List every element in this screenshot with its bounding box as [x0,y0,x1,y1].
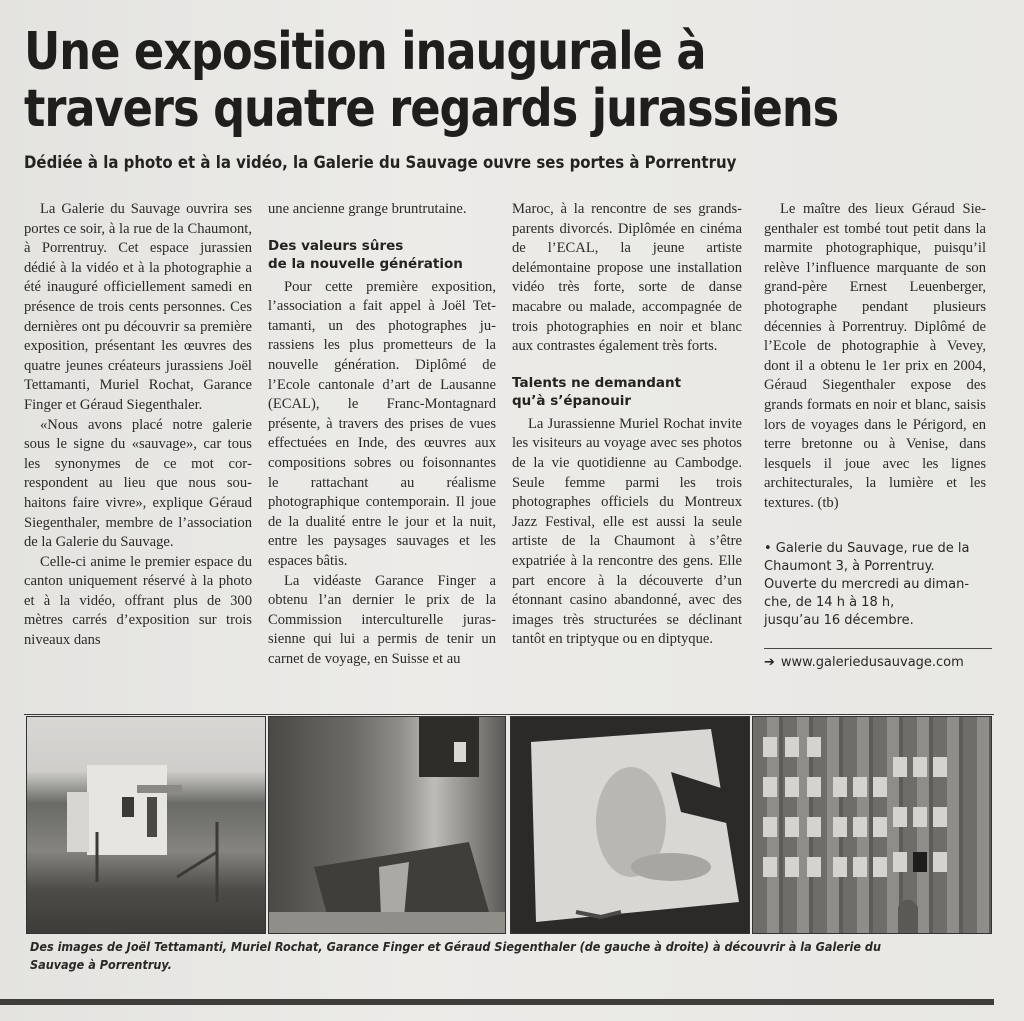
section-heading [268,237,496,273]
paragraph: Maroc, à la rencontre de ses grands-parents divorcés. Diplômée en cinéma de l’ECAL, la jeune artiste delémontaine propose une installation vidéo très forte, sorte de danse macabre ou malade, accompagnée de trois photographies en noir et blanc aux contrastes également très forts. [512,201,742,355]
photo-finger-video-still [510,716,750,934]
photo-siegenthaler-facades [752,716,992,934]
info-line: • Galerie du Sauvage, rue de la [764,540,970,556]
info-line: jusqu’au 16 décembre. [764,612,914,628]
paragraph: «Nous avons placé notre galerie sous le signe du «sauvage», car tous les synonymes de ce mot correspondent au lieu que nous souhaitons faire vivre», explique Géraud Siegenthaler, membre de l’association de la Galerie du Sauvage. [24,416,252,551]
section-heading-line-1: Talents ne demandant [512,374,682,391]
article-column-3 [512,200,742,650]
house-illustration-icon [27,717,265,933]
headline [24,24,850,138]
article-column-4 [764,200,986,630]
headline-line-1: Une exposition inaugurale à [24,22,706,82]
article-column-2 [268,200,496,669]
info-box [764,540,986,630]
paragraph: Le maître des lieux Géraud Siegenthaler est tombé tout petit dans la marmite photographique, puisqu’il relève l’influence marquante de son grand-père Ernest Leuenberger, photographe pendant plusieurs décennies à Porrentruy. Diplômé de l’Ecole de photographie à Vevey, dont il a obtenu le 1er prix en 2004, Géraud Siegenthaler expose des grands formats en noir et blanc, saisis lors de voyages dans le Périgord, en terre bretonne ou à Venise, dans lesquels il joue avec les lignes architecturales, la lumière et les textures. (tb) [764,201,986,511]
info-line: Chaumont 3, à Porrentruy. [764,558,935,574]
section-heading [512,374,742,410]
paragraph: La vidéaste Garance Finger a obtenu l’an dernier le prix de la Commission interculturelle jurassienne qui lui a permis de tenir un carnet de voyage, en Suisse et au [268,572,496,667]
photo-rochat-ruins [268,716,506,934]
paragraph: Pour cette première exposition, l’association a fait appel à Joël Tettamanti, un des photographes jurassiens les plus prometteurs de la nouvelle génération. Diplômé de l’Ecole cantonale d’art de Lausanne (ECAL), le Franc-Montagnard présente, à travers des prises de vues effectuées en Inde, des œuvres aux compositions sobres ou foisonnantes le rattachant au réalisme photographique contemporain. Il joue de la dualité entre le jour et la nuit, entre les paysages sauvages et les espaces bâtis. [268,278,496,569]
paragraph: Celle-ci anime le premier espace du canton uniquement réservé à la photo et à la vidéo, offrant plus de 300 mètres carrés d’exposition sur trois niveaux dans [24,553,252,649]
article-column-1 [24,200,252,651]
paragraph: La Galerie du Sauvage ouvrira ses portes ce soir, à la rue de la Chaumont, à Porrentruy. Cet espace jurassien dédié à la vidéo et à la photographie a été inauguré officiellement samedi en présence de trois cents personnes. Ces dernières ont pu découvrir sa première exposition, présentant les œuvres des quatre jeunes créateurs jurassiens Joël Tettamanti, Muriel Rochat, Garance Finger et Géraud Siegenthaler. [24,201,252,413]
section-heading-line-1: Des valeurs sûres [268,237,404,254]
photo-caption: Des images de Joël Tettamanti, Muriel Rochat, Garance Finger et Géraud Siegenthaler (de gauche à droite) à découvrir à la Galerie du Sauvage à Porrentruy. [30,939,881,972]
info-line: che, de 14 h à 18 h, [764,594,895,610]
figure-illustration-icon [511,717,749,933]
headline-line-2: travers quatre regards jurassiens [24,79,839,139]
page-bottom-rule [0,999,994,1005]
subheadline: Dédiée à la photo et à la vidéo, la Galerie du Sauvage ouvre ses portes à Porrentruy [24,153,737,173]
section-heading-line-2: qu’à s’épanouir [512,392,632,409]
photo-divider [24,714,994,715]
photo-tettamanti-house [26,716,266,934]
website-link[interactable] [764,655,964,670]
section-heading-line-2: de la nouvelle génération [268,255,463,272]
paragraph: une ancienne grange bruntrutaine. [268,201,467,217]
arrow-right-icon: ➔ [764,655,775,670]
paragraph: La Jurassienne Muriel Rochat invite les visiteurs au voyage avec ses photos de la vie quotidienne au Cambodge. Seule femme parmi les trois photographes officiels du Montreux Jazz Festival, elle est aussi la seule artiste de la Chaumont à s’être expatriée à la rencontre des gens. Elle part encore à la découverte d’un étonnant casino abandonné, avec des images très structurées se déclinant tantôt en triptyque ou en diptyque. [512,415,742,648]
facade-illustration-icon [753,717,991,933]
link-divider [764,648,992,649]
website-url[interactable]: www.galeriedusauvage.com [780,655,964,670]
ruins-illustration-icon [269,717,505,933]
info-line: Ouverte du mercredi au diman- [764,576,970,592]
